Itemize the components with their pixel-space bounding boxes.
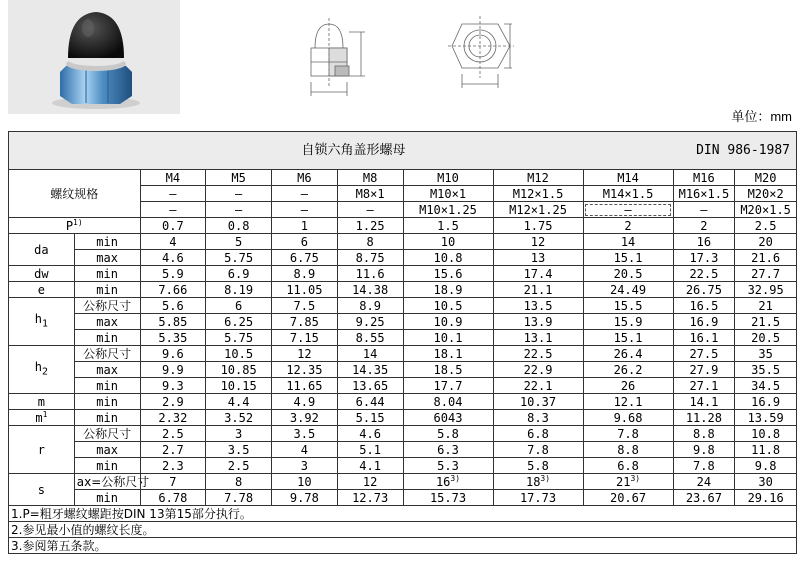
sub-label: 公称尺寸 bbox=[74, 298, 140, 314]
value-cell: 8.55 bbox=[337, 330, 403, 346]
value-cell: 21.1 bbox=[493, 282, 583, 298]
value-cell: 10.5 bbox=[403, 298, 493, 314]
param-symbol: m bbox=[35, 410, 43, 425]
value-cell: 11.65 bbox=[272, 378, 338, 394]
value-cell: 13.59 bbox=[735, 410, 797, 426]
sub-label: max bbox=[74, 250, 140, 266]
value-cell: M12×1.25 bbox=[493, 202, 583, 218]
value-cell: 16 bbox=[673, 234, 735, 250]
h1-nom-row bbox=[9, 298, 797, 314]
r-nom-row bbox=[9, 426, 797, 442]
value-cell: M14 bbox=[583, 170, 673, 186]
value-cell: M14×1.5 bbox=[583, 186, 673, 202]
dw-row bbox=[9, 266, 797, 282]
value-cell: 18.5 bbox=[403, 362, 493, 378]
value-cell: 22.9 bbox=[493, 362, 583, 378]
value-cell: 5 bbox=[206, 234, 272, 250]
value-cell: 7.66 bbox=[140, 282, 206, 298]
s-label: s bbox=[9, 474, 75, 506]
value-cell: 21.5 bbox=[735, 314, 797, 330]
value-cell: 16.9 bbox=[673, 314, 735, 330]
value-cell: 8.75 bbox=[337, 250, 403, 266]
value-cell: 17.7 bbox=[403, 378, 493, 394]
e-row bbox=[9, 282, 797, 298]
h2-label bbox=[9, 346, 75, 394]
value-cell: 10.15 bbox=[206, 378, 272, 394]
value-cell: 5.35 bbox=[140, 330, 206, 346]
value-cell: 8.8 bbox=[673, 426, 735, 442]
sub-label: min bbox=[74, 234, 140, 250]
value-cell: 17.4 bbox=[493, 266, 583, 282]
value-cell: 7.78 bbox=[206, 490, 272, 506]
value-cell bbox=[583, 474, 673, 490]
value-cell: 21 bbox=[735, 298, 797, 314]
param-symbol: P bbox=[65, 218, 74, 233]
value-cell: 4.6 bbox=[140, 250, 206, 266]
value-cell: 0.8 bbox=[206, 218, 272, 234]
value-cell: 6.44 bbox=[337, 394, 403, 410]
unit-label: 单位：mm bbox=[731, 109, 792, 124]
value-cell: — bbox=[140, 202, 206, 218]
h2-min-row bbox=[9, 378, 797, 394]
value-cell: 34.5 bbox=[735, 378, 797, 394]
value-cell: 6.3 bbox=[403, 442, 493, 458]
value-cell: 8.8 bbox=[583, 442, 673, 458]
side-section-drawing bbox=[305, 8, 383, 106]
value-cell: 11.05 bbox=[272, 282, 338, 298]
value-cell: 24.49 bbox=[583, 282, 673, 298]
value-cell: 12.73 bbox=[337, 490, 403, 506]
value-cell: 2.5 bbox=[735, 218, 797, 234]
value-cell: 11.6 bbox=[337, 266, 403, 282]
cell-value: 30 bbox=[758, 474, 773, 489]
value-cell: 15.6 bbox=[403, 266, 493, 282]
sub-label: min bbox=[74, 410, 140, 426]
value-cell: M20×1.5 bbox=[735, 202, 797, 218]
m-label: m bbox=[9, 394, 75, 410]
value-cell: 15.5 bbox=[583, 298, 673, 314]
value-cell: 26.4 bbox=[583, 346, 673, 362]
value-cell: 4 bbox=[140, 234, 206, 250]
sub-label: 公称尺寸 bbox=[74, 346, 140, 362]
value-cell: 9.78 bbox=[272, 490, 338, 506]
value-cell: 3.92 bbox=[272, 410, 338, 426]
value-cell: 14.38 bbox=[337, 282, 403, 298]
value-cell: — bbox=[272, 202, 338, 218]
value-cell bbox=[493, 474, 583, 490]
value-cell: 3 bbox=[206, 426, 272, 442]
sub-label: min bbox=[74, 394, 140, 410]
value-cell: 26.75 bbox=[673, 282, 735, 298]
value-cell: 2.5 bbox=[206, 458, 272, 474]
value-cell: 12.1 bbox=[583, 394, 673, 410]
value-cell: 16.9 bbox=[735, 394, 797, 410]
value-cell: 6.25 bbox=[206, 314, 272, 330]
value-cell: 10.37 bbox=[493, 394, 583, 410]
value-cell: 1 bbox=[272, 218, 338, 234]
value-cell: 9.6 bbox=[140, 346, 206, 362]
table-title-cell bbox=[9, 132, 797, 170]
m1-label bbox=[9, 410, 75, 426]
value-cell: 0.7 bbox=[140, 218, 206, 234]
value-cell: M10×1 bbox=[403, 186, 493, 202]
value-cell: 9.68 bbox=[583, 410, 673, 426]
sub-label: max bbox=[74, 362, 140, 378]
param-index: 2 bbox=[41, 366, 48, 378]
param-index: 1 bbox=[42, 409, 48, 419]
value-cell: 5.8 bbox=[403, 426, 493, 442]
value-cell: 15.1 bbox=[583, 250, 673, 266]
note-3: 3.参阅第五条款。 bbox=[9, 538, 797, 554]
value-cell: 8 bbox=[337, 234, 403, 250]
pitch-row bbox=[9, 218, 797, 234]
value-cell: M16×1.5 bbox=[673, 186, 735, 202]
param-index: 1) bbox=[73, 217, 83, 227]
note-1: 1.P=粗牙螺纹螺距按DIN 13第15部分执行。 bbox=[9, 506, 797, 522]
sub-label: min bbox=[74, 330, 140, 346]
value-cell: 2.7 bbox=[140, 442, 206, 458]
top-view-drawing bbox=[448, 8, 516, 100]
value-cell: M6 bbox=[272, 170, 338, 186]
value-cell: M16 bbox=[673, 170, 735, 186]
cell-value: 12 bbox=[362, 474, 378, 489]
value-cell: 32.95 bbox=[735, 282, 797, 298]
value-cell: 7.85 bbox=[272, 314, 338, 330]
value-cell: 13 bbox=[493, 250, 583, 266]
cell-value: 10 bbox=[297, 474, 312, 489]
value-cell: 12.35 bbox=[272, 362, 338, 378]
value-cell: M10×1.25 bbox=[403, 202, 493, 218]
footnote-ref: 3) bbox=[540, 473, 551, 483]
value-cell: 13.65 bbox=[337, 378, 403, 394]
value-cell: 6.8 bbox=[493, 426, 583, 442]
product-photo bbox=[8, 0, 180, 114]
value-cell: 2 bbox=[583, 218, 673, 234]
sub-label: min bbox=[74, 282, 140, 298]
value-cell: 6043 bbox=[403, 410, 493, 426]
value-cell: 14 bbox=[583, 234, 673, 250]
table-title: 自锁六角盖形螺母 bbox=[301, 142, 406, 158]
value-cell: 27.9 bbox=[673, 362, 735, 378]
value-cell: 10.1 bbox=[403, 330, 493, 346]
value-cell: M8 bbox=[337, 170, 403, 186]
note-2: 2.参见最小值的螺纹长度。 bbox=[9, 522, 797, 538]
value-cell: — bbox=[272, 186, 338, 202]
s-min-row bbox=[9, 490, 797, 506]
value-cell: 9.3 bbox=[140, 378, 206, 394]
value-cell: 35 bbox=[735, 346, 797, 362]
h2-max-row bbox=[9, 362, 797, 378]
param-symbol: h bbox=[34, 311, 42, 326]
h2-nom-row bbox=[9, 346, 797, 362]
sub-label: min bbox=[74, 378, 140, 394]
value-cell: 18.9 bbox=[403, 282, 493, 298]
value-cell: 3.5 bbox=[206, 442, 272, 458]
value-cell: 13.1 bbox=[493, 330, 583, 346]
da-label: da bbox=[9, 234, 75, 266]
param-index: 1 bbox=[41, 318, 48, 330]
value-cell: 5.15 bbox=[337, 410, 403, 426]
value-cell: 6.8 bbox=[583, 458, 673, 474]
value-cell: 4.1 bbox=[337, 458, 403, 474]
value-cell: 6 bbox=[272, 234, 338, 250]
value-cell: 7.15 bbox=[272, 330, 338, 346]
value-cell: — bbox=[583, 202, 673, 218]
value-cell bbox=[735, 474, 797, 490]
value-cell: M20 bbox=[735, 170, 797, 186]
value-cell: 8.9 bbox=[272, 266, 338, 282]
value-cell: — bbox=[206, 186, 272, 202]
value-cell: 6.75 bbox=[272, 250, 338, 266]
value-cell: 27.7 bbox=[735, 266, 797, 282]
sub-label: min bbox=[74, 490, 140, 506]
cell-value: 21 bbox=[615, 474, 631, 489]
da-max-row bbox=[9, 250, 797, 266]
value-cell: 35.5 bbox=[735, 362, 797, 378]
e-label: e bbox=[9, 282, 75, 298]
m-row bbox=[9, 394, 797, 410]
cell-value: 24 bbox=[696, 474, 712, 489]
value-cell: 26.2 bbox=[583, 362, 673, 378]
cell-value: 18 bbox=[525, 474, 541, 489]
sub-label: min bbox=[74, 458, 140, 474]
value-cell bbox=[673, 474, 735, 490]
value-cell: 8.3 bbox=[493, 410, 583, 426]
value-cell: 7.8 bbox=[583, 426, 673, 442]
sub-label: max bbox=[74, 442, 140, 458]
value-cell: 27.1 bbox=[673, 378, 735, 394]
pitch-label bbox=[9, 218, 141, 234]
value-cell: 16.5 bbox=[673, 298, 735, 314]
value-cell: 13.9 bbox=[493, 314, 583, 330]
value-cell: — bbox=[206, 202, 272, 218]
value-cell: 4 bbox=[272, 442, 338, 458]
value-cell: 8.19 bbox=[206, 282, 272, 298]
dw-label: dw bbox=[9, 266, 75, 282]
r-min-row bbox=[9, 458, 797, 474]
h1-max-row bbox=[9, 314, 797, 330]
value-cell: 22.5 bbox=[493, 346, 583, 362]
value-cell: 6 bbox=[206, 298, 272, 314]
value-cell: 29.16 bbox=[735, 490, 797, 506]
spec-table bbox=[8, 131, 797, 554]
value-cell: 5.9 bbox=[140, 266, 206, 282]
value-cell: 3.52 bbox=[206, 410, 272, 426]
value-cell: 23.67 bbox=[673, 490, 735, 506]
value-cell: 18.1 bbox=[403, 346, 493, 362]
sub-label: max bbox=[74, 314, 140, 330]
value-cell: 8.9 bbox=[337, 298, 403, 314]
h1-label bbox=[9, 298, 75, 346]
value-cell: 8.04 bbox=[403, 394, 493, 410]
value-cell: M12 bbox=[493, 170, 583, 186]
value-cell: 5.8 bbox=[493, 458, 583, 474]
value-cell: 6.9 bbox=[206, 266, 272, 282]
value-cell: 22.1 bbox=[493, 378, 583, 394]
value-cell: 3 bbox=[272, 458, 338, 474]
value-cell: 9.9 bbox=[140, 362, 206, 378]
value-cell: 10.5 bbox=[206, 346, 272, 362]
value-cell: 10.8 bbox=[735, 426, 797, 442]
value-cell: 17.73 bbox=[493, 490, 583, 506]
value-cell: 20.5 bbox=[735, 330, 797, 346]
value-cell: M8×1 bbox=[337, 186, 403, 202]
value-cell: 15.1 bbox=[583, 330, 673, 346]
value-cell: 3.5 bbox=[272, 426, 338, 442]
value-cell: 9.8 bbox=[673, 442, 735, 458]
value-cell: 12 bbox=[272, 346, 338, 362]
value-cell: 13.5 bbox=[493, 298, 583, 314]
value-cell: 14.35 bbox=[337, 362, 403, 378]
sub-label: ax=公称尺寸 bbox=[74, 474, 140, 490]
value-cell: 5.6 bbox=[140, 298, 206, 314]
value-cell bbox=[206, 474, 272, 490]
value-cell: 2.5 bbox=[140, 426, 206, 442]
cap-nut-photo-icon bbox=[8, 0, 180, 114]
da-min-row bbox=[9, 234, 797, 250]
h1-min-row bbox=[9, 330, 797, 346]
value-cell: 2.9 bbox=[140, 394, 206, 410]
value-cell: 15.73 bbox=[403, 490, 493, 506]
value-cell: 6.78 bbox=[140, 490, 206, 506]
value-cell: 2 bbox=[673, 218, 735, 234]
cell-value: 8 bbox=[235, 474, 243, 489]
r-label: r bbox=[9, 426, 75, 474]
r-max-row bbox=[9, 442, 797, 458]
value-cell: 2.32 bbox=[140, 410, 206, 426]
footnote-ref: 3) bbox=[630, 473, 641, 483]
value-cell bbox=[272, 474, 338, 490]
value-cell: — bbox=[140, 186, 206, 202]
value-cell: 10.9 bbox=[403, 314, 493, 330]
value-cell: M5 bbox=[206, 170, 272, 186]
value-cell: M10 bbox=[403, 170, 493, 186]
value-cell: 27.5 bbox=[673, 346, 735, 362]
value-cell: 7.5 bbox=[272, 298, 338, 314]
value-cell: 4.4 bbox=[206, 394, 272, 410]
value-cell: 5.85 bbox=[140, 314, 206, 330]
value-cell: 12 bbox=[493, 234, 583, 250]
value-cell: 16.1 bbox=[673, 330, 735, 346]
value-cell: 17.3 bbox=[673, 250, 735, 266]
value-cell: 14 bbox=[337, 346, 403, 362]
value-cell: 11.28 bbox=[673, 410, 735, 426]
value-cell: 10 bbox=[403, 234, 493, 250]
value-cell: 20 bbox=[735, 234, 797, 250]
value-cell bbox=[403, 474, 493, 490]
sub-label: min bbox=[74, 266, 140, 282]
thread-spec-label: 螺纹规格 bbox=[9, 170, 141, 218]
value-cell: 1.5 bbox=[403, 218, 493, 234]
value-cell: 2.3 bbox=[140, 458, 206, 474]
sub-label: 公称尺寸 bbox=[74, 426, 140, 442]
value-cell: 20.67 bbox=[583, 490, 673, 506]
value-cell: 11.8 bbox=[735, 442, 797, 458]
standard-code: DIN 986-1987 bbox=[696, 142, 790, 158]
s-max-row bbox=[9, 474, 797, 490]
value-cell: 21.6 bbox=[735, 250, 797, 266]
value-cell: 26 bbox=[583, 378, 673, 394]
value-cell: 7.8 bbox=[673, 458, 735, 474]
cell-value: 7 bbox=[169, 474, 177, 489]
value-cell: 4.9 bbox=[272, 394, 338, 410]
value-cell: 1.75 bbox=[493, 218, 583, 234]
value-cell: 9.8 bbox=[735, 458, 797, 474]
thread-size-row bbox=[9, 170, 797, 186]
value-cell: 5.3 bbox=[403, 458, 493, 474]
footnote-ref: 3) bbox=[450, 473, 461, 483]
value-cell: 10.85 bbox=[206, 362, 272, 378]
value-cell: 15.9 bbox=[583, 314, 673, 330]
value-cell: 10.8 bbox=[403, 250, 493, 266]
value-cell: M4 bbox=[140, 170, 206, 186]
value-cell: 7.8 bbox=[493, 442, 583, 458]
notes bbox=[9, 506, 797, 554]
param-symbol: h bbox=[34, 359, 42, 374]
value-cell bbox=[140, 474, 206, 490]
value-cell: 5.75 bbox=[206, 250, 272, 266]
value-cell bbox=[337, 474, 403, 490]
value-cell: 22.5 bbox=[673, 266, 735, 282]
m1-row bbox=[9, 410, 797, 426]
value-cell: — bbox=[673, 202, 735, 218]
value-cell: 14.1 bbox=[673, 394, 735, 410]
value-cell: 4.6 bbox=[337, 426, 403, 442]
value-cell: 5.1 bbox=[337, 442, 403, 458]
value-cell: M12×1.5 bbox=[493, 186, 583, 202]
value-cell: 9.25 bbox=[337, 314, 403, 330]
cell-value: 16 bbox=[435, 474, 451, 489]
value-cell: 5.75 bbox=[206, 330, 272, 346]
value-cell: 1.25 bbox=[337, 218, 403, 234]
value-cell: — bbox=[337, 202, 403, 218]
value-cell: 20.5 bbox=[583, 266, 673, 282]
value-cell: M20×2 bbox=[735, 186, 797, 202]
